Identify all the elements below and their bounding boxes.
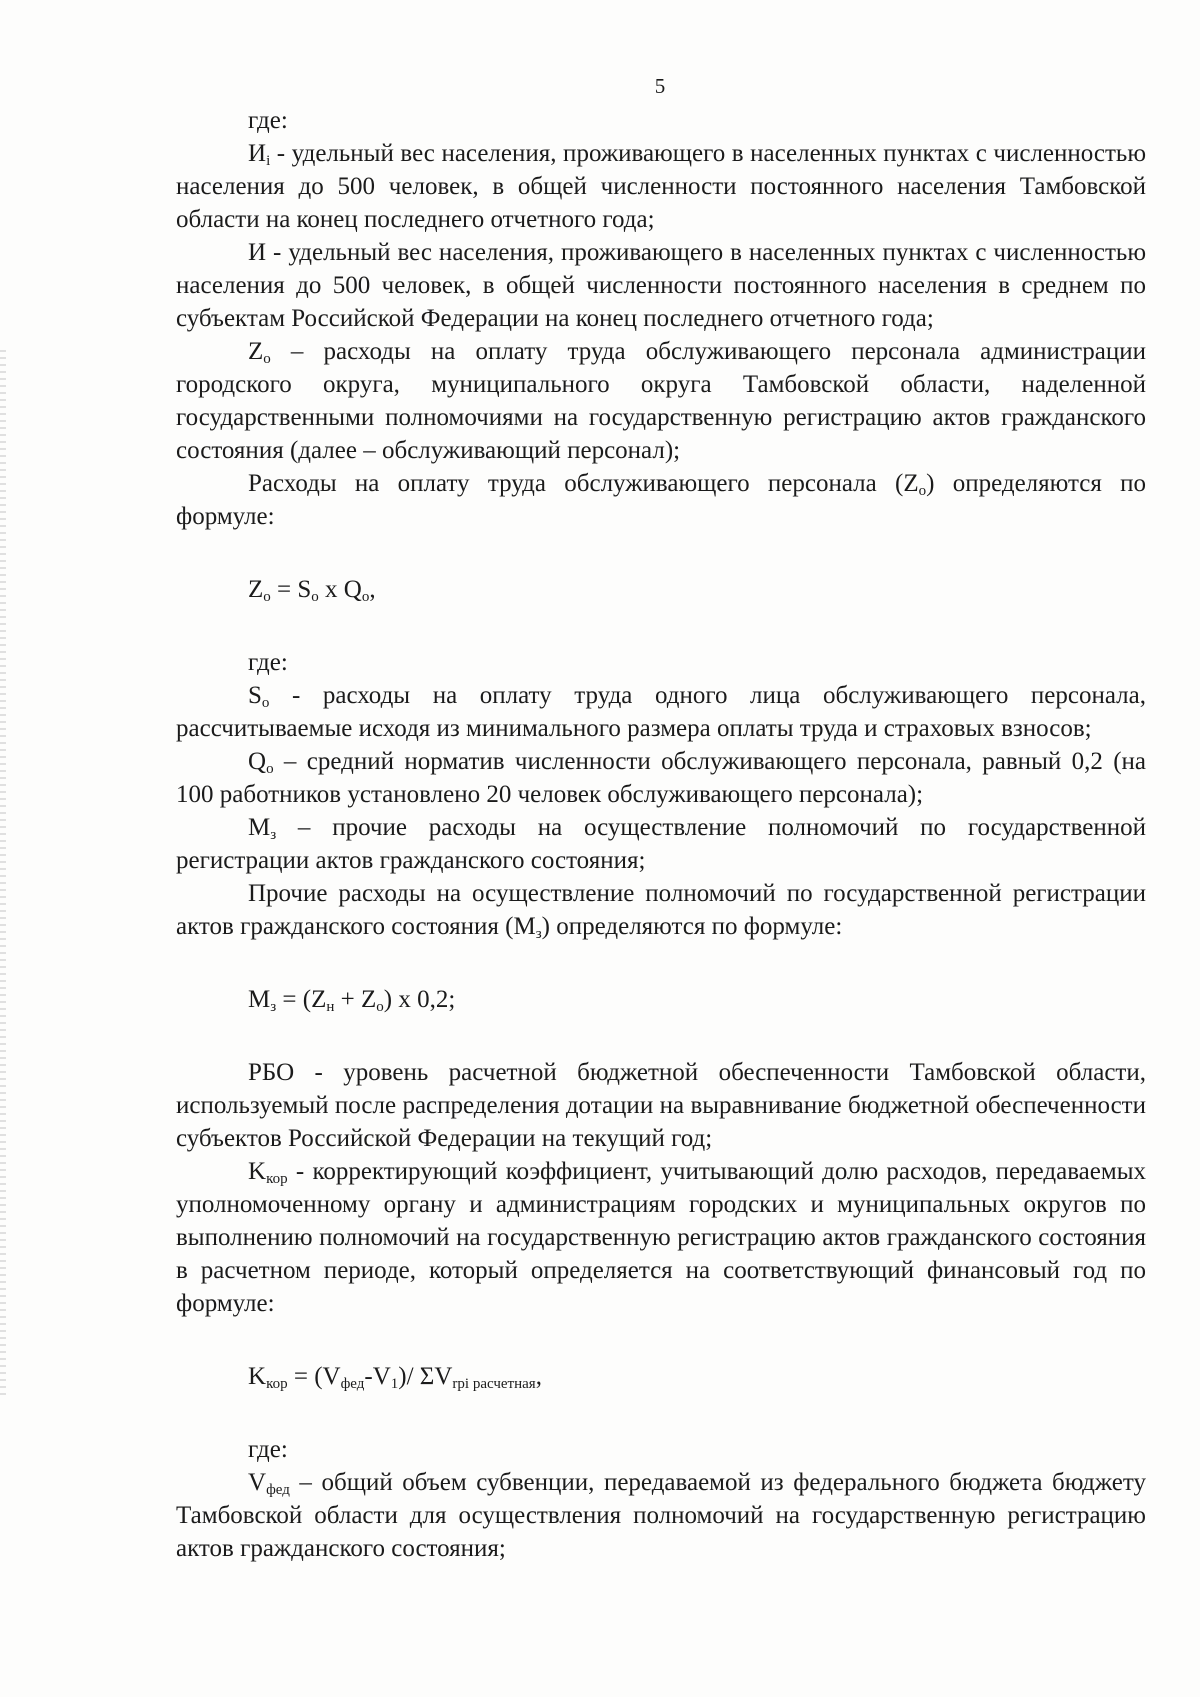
definition-I: И - удельный вес населения, проживающего в населенных пунктах с численностью населения до 500 человек, в общей численности постоянного населения в среднем по субъектам Российской Федерации на конец последнего отчетного года; bbox=[176, 239, 1146, 332]
where-label: где: bbox=[248, 1436, 288, 1463]
definition-Kkor: $K_{кор}$ - корректирующий коэффициент, учитывающий долю расходов, передаваемых уполномоченному органу и администрациям городских и муниципальных округов по выполнению полномочий на государственную регистрацию актов гражданского состояния в расчетном периоде, который определяется на соответствующий финансовый год по формуле: bbox=[176, 1158, 1146, 1317]
definition-Zo: $Z_o$ – расходы на оплату труда обслуживающего персонала администрации городского округа, муниципального округа Тамбовской области, наделенной государственными полномочиями на государственную регистрацию актов гражданского состояния (далее – обслуживающий персонал); bbox=[176, 338, 1146, 464]
definition-Ii: $И_i$ - удельный вес населения, проживающего в населенных пунктах с численностью населения до 500 человек, в общей численности постоянного населения Тамбовской области на конец последнего отчетного года; bbox=[176, 140, 1146, 233]
document-body bbox=[176, 104, 1146, 1565]
formula-intro-Mz: Прочие расходы на осуществление полномочий по государственной регистрации актов гражданского состояния $(M_з)$ определяются по формуле: bbox=[176, 880, 1146, 942]
definition-Vfed: $V_{фед}$ – общий объем субвенции, передаваемой из федерального бюджета бюджету Тамбовской области для осуществления полномочий на государственную регистрацию актов гражданского состояния; bbox=[176, 1469, 1146, 1562]
definition-So: $S_o$ - расходы на оплату труда одного лица обслуживающего персонала, рассчитываемые исходя из минимального размера оплаты труда и страховых взносов; bbox=[176, 682, 1146, 742]
formula-Mz: $M_з = (Z_н + Z_o)$ x 0,2; bbox=[248, 986, 456, 1015]
page-number: 5 bbox=[654, 74, 666, 98]
definition-Qo: $Q_o$ – средний норматив численности обслуживающего персонала, равный 0,2 (на 100 работников установлено 20 человек обслуживающего персонала); bbox=[176, 748, 1146, 808]
where-label: где: bbox=[248, 107, 288, 134]
formula-Zo: $Z_o = S_o$ x $Q_o$, bbox=[248, 576, 376, 605]
scan-edge-artifact bbox=[0, 350, 6, 1400]
formula-Kkor: $K_{кор} = (V_{фед}-V_1)/$ $\Sigma V_{rpi расчетная}$, bbox=[248, 1363, 542, 1392]
definition-RBO: РБО - уровень расчетной бюджетной обеспеченности Тамбовской области, используемый после распределения дотации на выравнивание бюджетной обеспеченности субъектов Российской Федерации на текущий год; bbox=[176, 1059, 1146, 1152]
formula-intro-Zo: Расходы на оплату труда обслуживающего персонала $(Z_o)$ определяются по формуле: bbox=[176, 470, 1146, 530]
where-label: где: bbox=[248, 649, 288, 676]
definition-Mz: $M_з$ – прочие расходы на осуществление полномочий по государственной регистрации актов гражданского состояния; bbox=[176, 814, 1146, 874]
